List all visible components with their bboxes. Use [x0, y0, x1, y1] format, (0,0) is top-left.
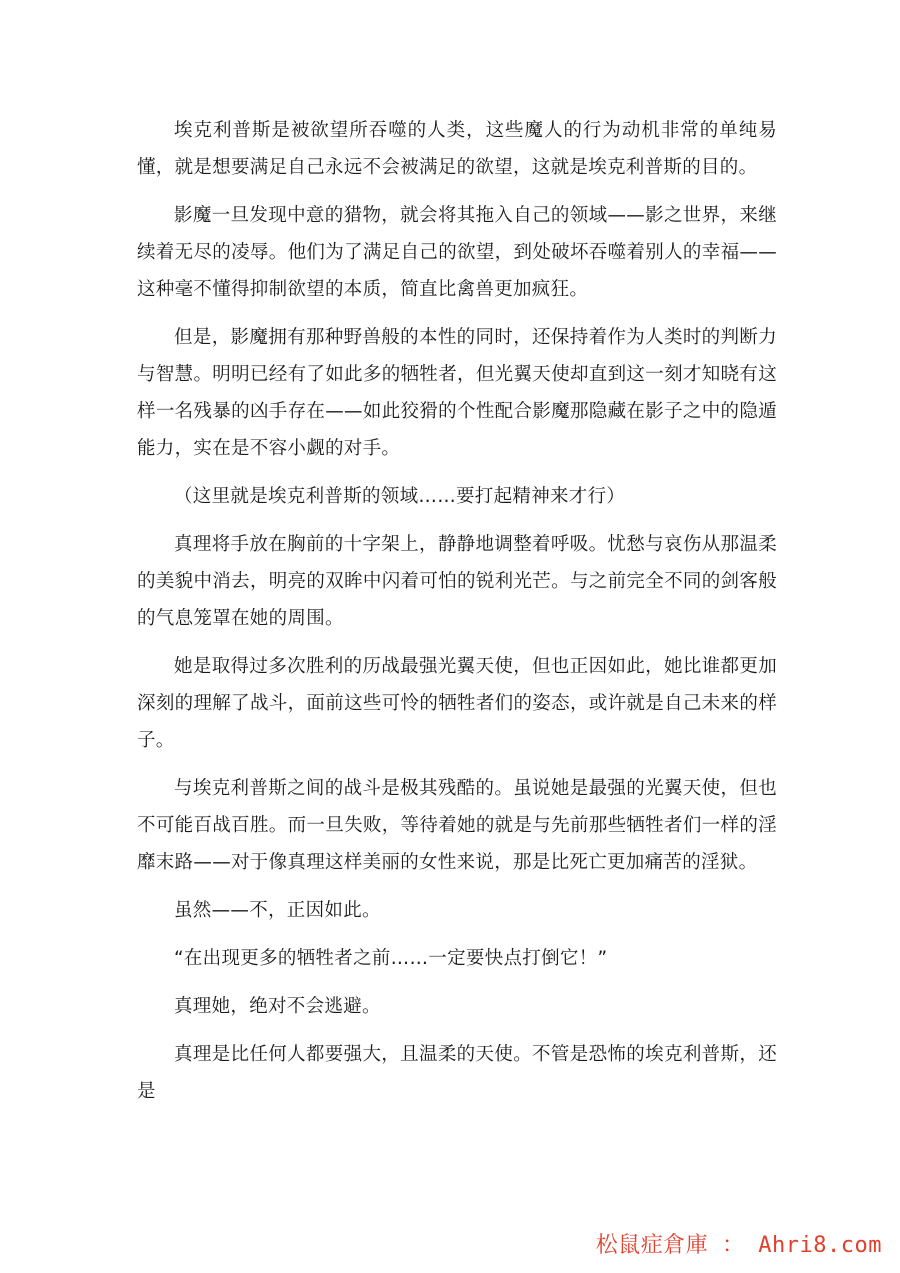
paragraph-1: 埃克利普斯是被欲望所吞噬的人类，这些魔人的行为动机非常的单纯易懂，就是想要满足自己永远不会被满足的欲望，这就是埃克利普斯的目的。: [137, 120, 777, 178]
paragraph-9: “在出现更多的牺牲者之前……一定要快点打倒它！”: [174, 948, 608, 969]
paragraph-7: 与埃克利普斯之间的战斗是极其残酷的。虽说她是最强的光翼天使，但也不可能百战百胜。而一旦失败，等待着她的就是与先前那些牺牲者们一样的淫靡末路——对于像真理这样美丽的女性来说，那是比死亡更加痛苦的淫狱。: [137, 778, 777, 873]
paragraph-3: 但是，影魔拥有那种野兽般的本性的同时，还保持着作为人类时的判断力与智慧。明明已经有了如此多的牺牲者，但光翼天使却直到这一刻才知晓有这样一名残暴的凶手存在——如此狡猾的个性配合影魔那隐藏在影子之中的隐遁能力，实在是不容小觑的对手。: [137, 327, 777, 459]
paragraph-8: 虽然——不，正因如此。: [174, 900, 381, 921]
paragraph-10: 真理她，绝对不会逃避。: [174, 996, 381, 1017]
document-body: [137, 112, 777, 1121]
paragraph-5: 真理将手放在胸前的十字架上，静静地调整着呼吸。忧愁与哀伤从那温柔的美貌中消去，明亮的双眸中闪着可怕的锐利光芒。与之前完全不同的剑客般的气息笼罩在她的周围。: [137, 534, 777, 629]
watermark: 松鼠症倉庫 ： Ahri8.com: [595, 1233, 882, 1258]
paragraph-6: 她是取得过多次胜利的历战最强光翼天使，但也正因如此，她比谁都更加深刻的理解了战斗，面前这些可怜的牺牲者们的姿态，或许就是自己未来的样子。: [137, 656, 777, 751]
paragraph-4: （这里就是埃克利普斯的领域……要打起精神来才行）: [174, 486, 626, 507]
paragraph-2: 影魔一旦发现中意的猎物，就会将其拖入自己的领域——影之世界，来继续着无尽的凌辱。他们为了满足自己的欲望，到处破坏吞噬着别人的幸福——这种毫不懂得抑制欲望的本质，简直比禽兽更加疯狂。: [137, 205, 777, 300]
paragraph-11: 真理是比任何人都要强大，且温柔的天使。不管是恐怖的埃克利普斯，还是: [137, 1044, 777, 1102]
